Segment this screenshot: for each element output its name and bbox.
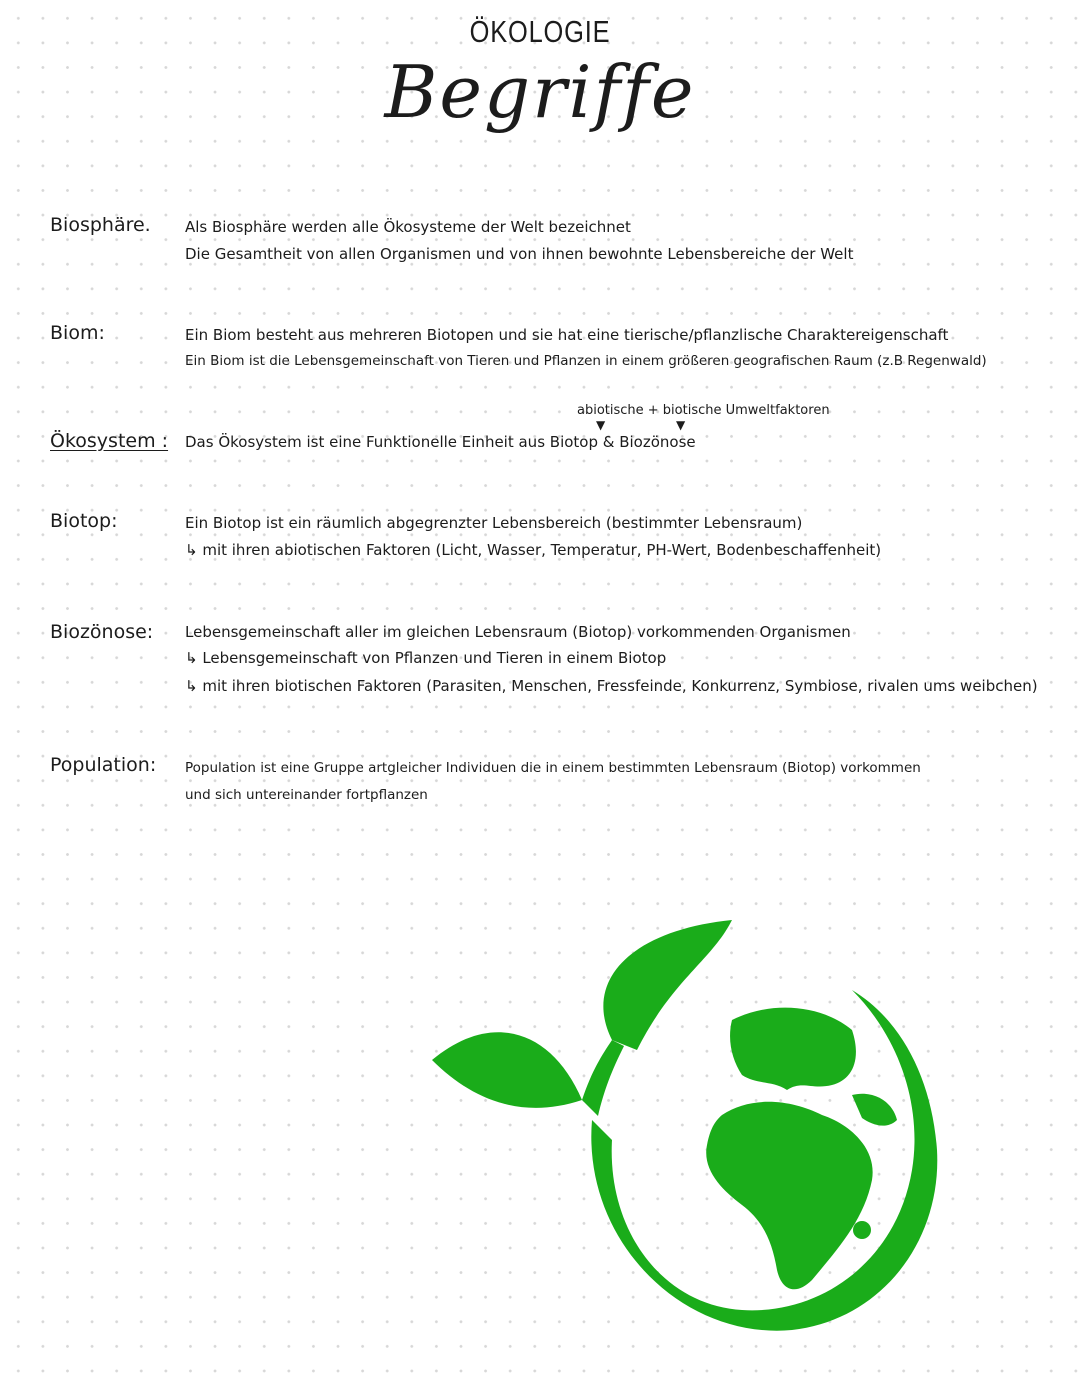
- def-biozoenose-line3: ↳ mit ihren biotischen Faktoren (Parasiten, Menschen, Fressfeinde, Konkurrenz, Symbiose, rivalen ums weibchen): [185, 677, 1038, 695]
- def-biotop-line2: ↳ mit ihren abiotischen Faktoren (Licht, Wasser, Temperatur, PH-Wert, Bodenbeschaffenheit): [185, 541, 882, 559]
- earth-leaf-icon: [432, 920, 942, 1350]
- def-biozoenose-line1: Lebensgemeinschaft aller im gleichen Lebensraum (Biotop) vorkommenden Organismen: [185, 623, 851, 641]
- arrow-down-icon: ▼: [676, 418, 686, 432]
- def-oekosystem-line1: Das Ökosystem ist eine Funktionelle Einheit aus Biotop & Biozönose: [185, 433, 696, 451]
- arrow-down-icon: ▼: [596, 418, 606, 432]
- def-biotop-line1: Ein Biotop ist ein räumlich abgegrenzter Lebensbereich (bestimmter Lebensraum): [185, 514, 803, 532]
- def-biom-line1: Ein Biom besteht aus mehreren Biotopen und sie hat eine tierische/pflanzlische Charaktereigenschaft: [185, 326, 949, 344]
- term-biom: Biom:: [50, 322, 105, 344]
- def-biozoenose-line2: ↳ Lebensgemeinschaft von Pflanzen und Tieren in einem Biotop: [185, 649, 667, 667]
- topic-heading: ÖKOLOGIE: [469, 14, 611, 49]
- term-biotop: Biotop:: [50, 510, 118, 532]
- def-biosphaere-line1: Als Biosphäre werden alle Ökosysteme der Welt bezeichnet: [185, 218, 631, 236]
- term-population: Population:: [50, 754, 157, 776]
- term-biozoenose: Biozönose:: [50, 621, 154, 643]
- def-biom-line2: Ein Biom ist die Lebensgemeinschaft von Tieren und Pflanzen in einem größeren geografischen Raum (z.B Regenwald): [185, 353, 987, 369]
- term-biosphaere: Biosphäre.: [50, 214, 151, 236]
- term-oekosystem: Ökosystem :: [50, 430, 169, 452]
- def-population-line2: und sich untereinander fortpflanzen: [185, 787, 428, 803]
- def-population-line1: Population ist eine Gruppe artgleicher Individuen die in einem bestimmten Lebensraum (Biotop) vorkommen: [185, 760, 921, 776]
- page-title: Begriffe: [384, 50, 696, 134]
- def-biosphaere-line2: Die Gesamtheit von allen Organismen und von ihnen bewohnte Lebensbereiche der Welt: [185, 245, 854, 263]
- umweltfaktoren-annotation: abiotische + biotische Umweltfaktoren: [577, 403, 830, 418]
